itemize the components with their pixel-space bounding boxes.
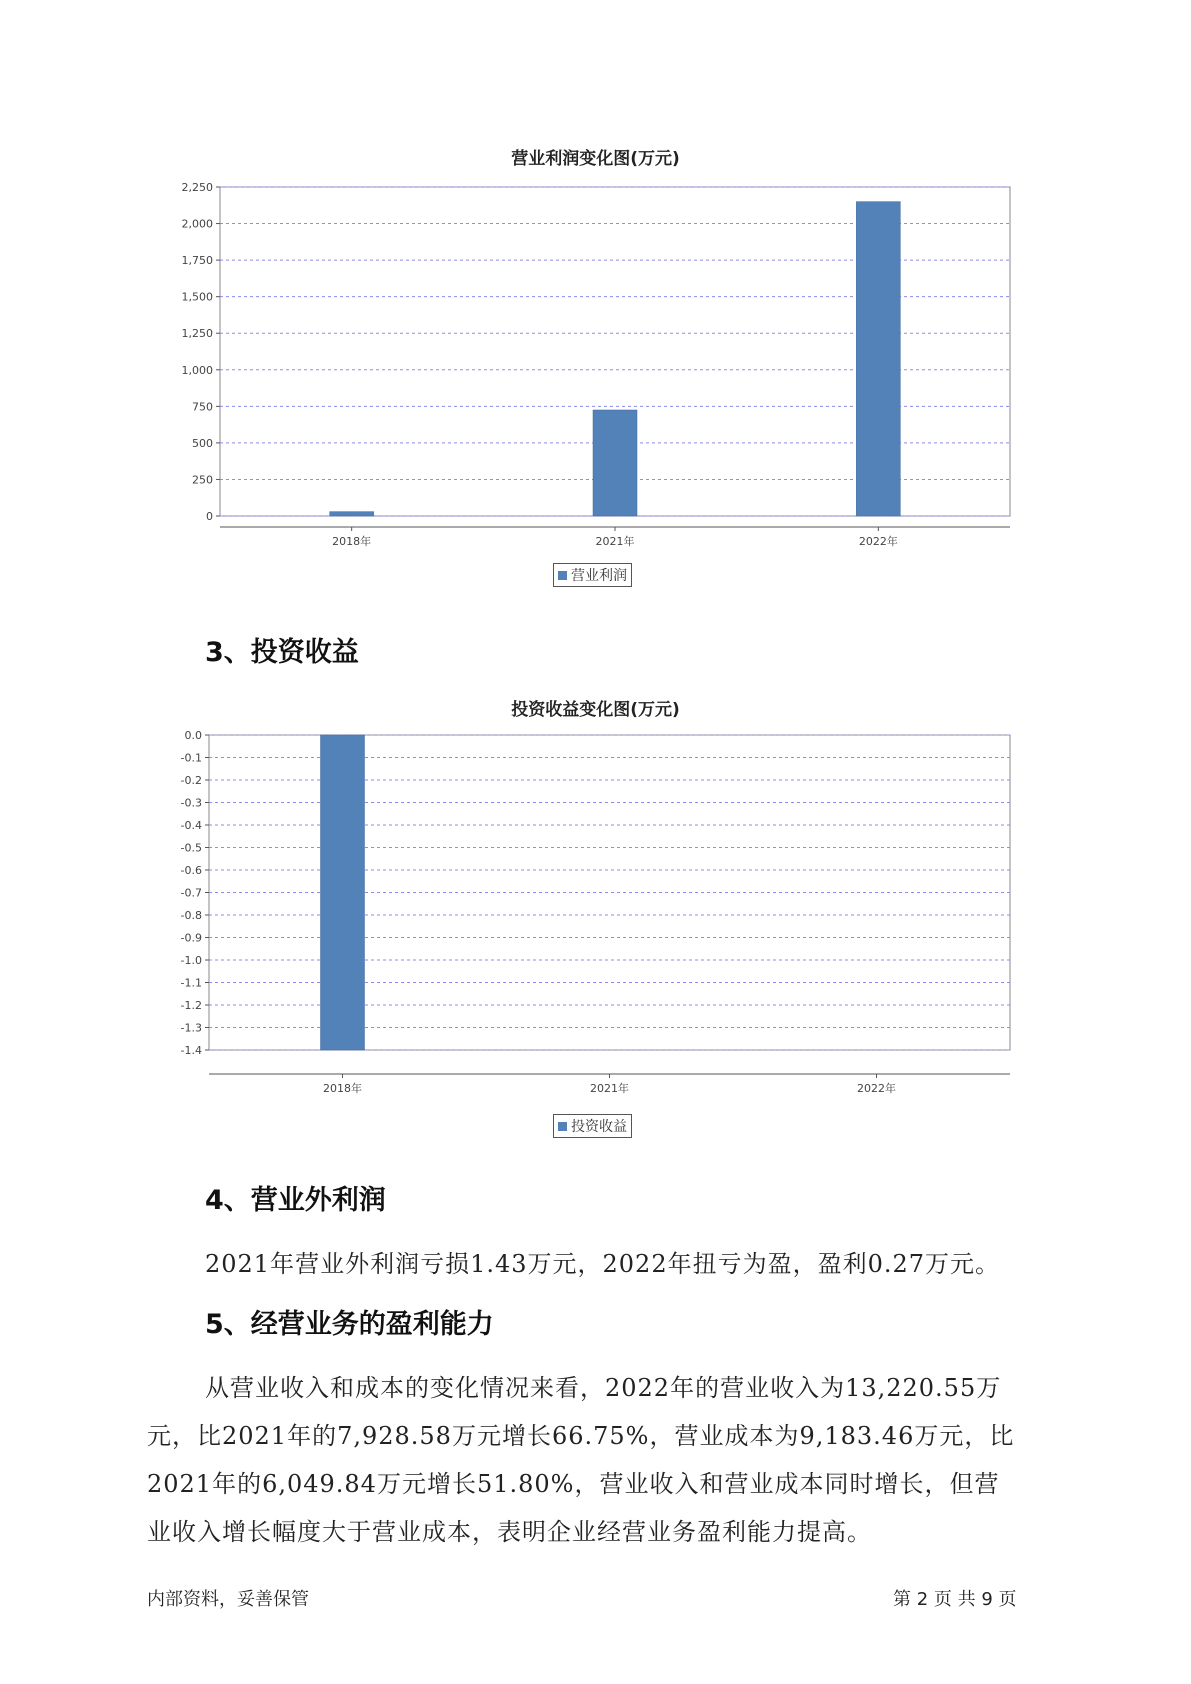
y-tick-label: -0.4 bbox=[180, 819, 202, 832]
y-tick-label: -0.1 bbox=[180, 751, 202, 765]
y-tick-label: -0.7 bbox=[180, 886, 202, 900]
x-tick-label: 2018年 bbox=[323, 1082, 362, 1095]
section-5-line-1: 从营业收入和成本的变化情况来看，2022年的营业收入为13,220.55万 bbox=[205, 1374, 1002, 1402]
y-tick-label: -0.2 bbox=[180, 774, 202, 787]
y-tick-label: -0.5 bbox=[180, 841, 202, 855]
y-tick-label: 1,750 bbox=[181, 254, 213, 268]
chart2-legend bbox=[553, 1114, 632, 1138]
y-tick-label: 250 bbox=[192, 473, 213, 487]
y-tick-label: 750 bbox=[192, 400, 213, 414]
y-tick-label: 2,250 bbox=[181, 181, 213, 194]
y-tick-label: -0.9 bbox=[180, 931, 202, 945]
chart2-title: 投资收益变化图(万元) bbox=[511, 700, 680, 720]
y-tick-label: -0.8 bbox=[180, 909, 202, 922]
chart1-legend-label: 营业利润 bbox=[571, 568, 627, 584]
x-tick-label: 2018年 bbox=[332, 535, 372, 548]
section-5-line-3: 2021年的6,049.84万元增长51.80%，营业收入和营业成本同时增长，但营 bbox=[147, 1470, 1000, 1498]
x-tick-label: 2022年 bbox=[858, 535, 898, 548]
y-tick-label: 1,500 bbox=[181, 290, 213, 304]
legend-swatch bbox=[558, 1122, 567, 1131]
section-5-heading: 5、经营业务的盈利能力 bbox=[205, 1309, 494, 1340]
section-4-heading: 4、营业外利润 bbox=[205, 1185, 386, 1216]
section-3-heading: 3、投资收益 bbox=[205, 637, 359, 668]
x-tick-label: 2021年 bbox=[595, 535, 635, 548]
chart1-title: 营业利润变化图(万元) bbox=[511, 149, 680, 169]
y-tick-label: 0 bbox=[206, 510, 213, 523]
footer-left: 内部资料，妥善保管 bbox=[147, 1589, 309, 1610]
y-tick-label: -1.3 bbox=[180, 1021, 202, 1035]
x-tick-label: 2022年 bbox=[857, 1082, 896, 1095]
y-tick-label: -1.2 bbox=[180, 999, 202, 1012]
y-tick-label: -0.3 bbox=[180, 796, 202, 810]
y-tick-label: 0.0 bbox=[184, 729, 202, 742]
chart2-legend-label: 投资收益 bbox=[571, 1119, 627, 1135]
section-5-line-2: 元，比2021年的7,928.58万元增长66.75%，营业成本为9,183.46万元，比 bbox=[147, 1422, 1015, 1450]
y-tick-label: 500 bbox=[192, 436, 213, 450]
section-5-line-4: 业收入增长幅度大于营业成本，表明企业经营业务盈利能力提高。 bbox=[147, 1518, 872, 1546]
section-4-text: 2021年营业外利润亏损1.43万元，2022年扭亏为盈，盈利0.27万元。 bbox=[205, 1250, 1001, 1278]
y-tick-label: -1.0 bbox=[180, 954, 202, 967]
y-tick-label: 1,250 bbox=[181, 327, 213, 341]
y-tick-label: -1.4 bbox=[180, 1044, 202, 1057]
x-tick-label: 2021年 bbox=[590, 1082, 629, 1095]
y-tick-label: 1,000 bbox=[181, 363, 213, 377]
bar-2018年 bbox=[321, 735, 365, 1050]
footer-page-number: 第 2 页 共 9 页 bbox=[893, 1589, 1017, 1610]
y-tick-label: 2,000 bbox=[181, 217, 213, 231]
y-tick-label: -0.6 bbox=[180, 864, 202, 877]
y-tick-label: -1.1 bbox=[180, 976, 202, 990]
